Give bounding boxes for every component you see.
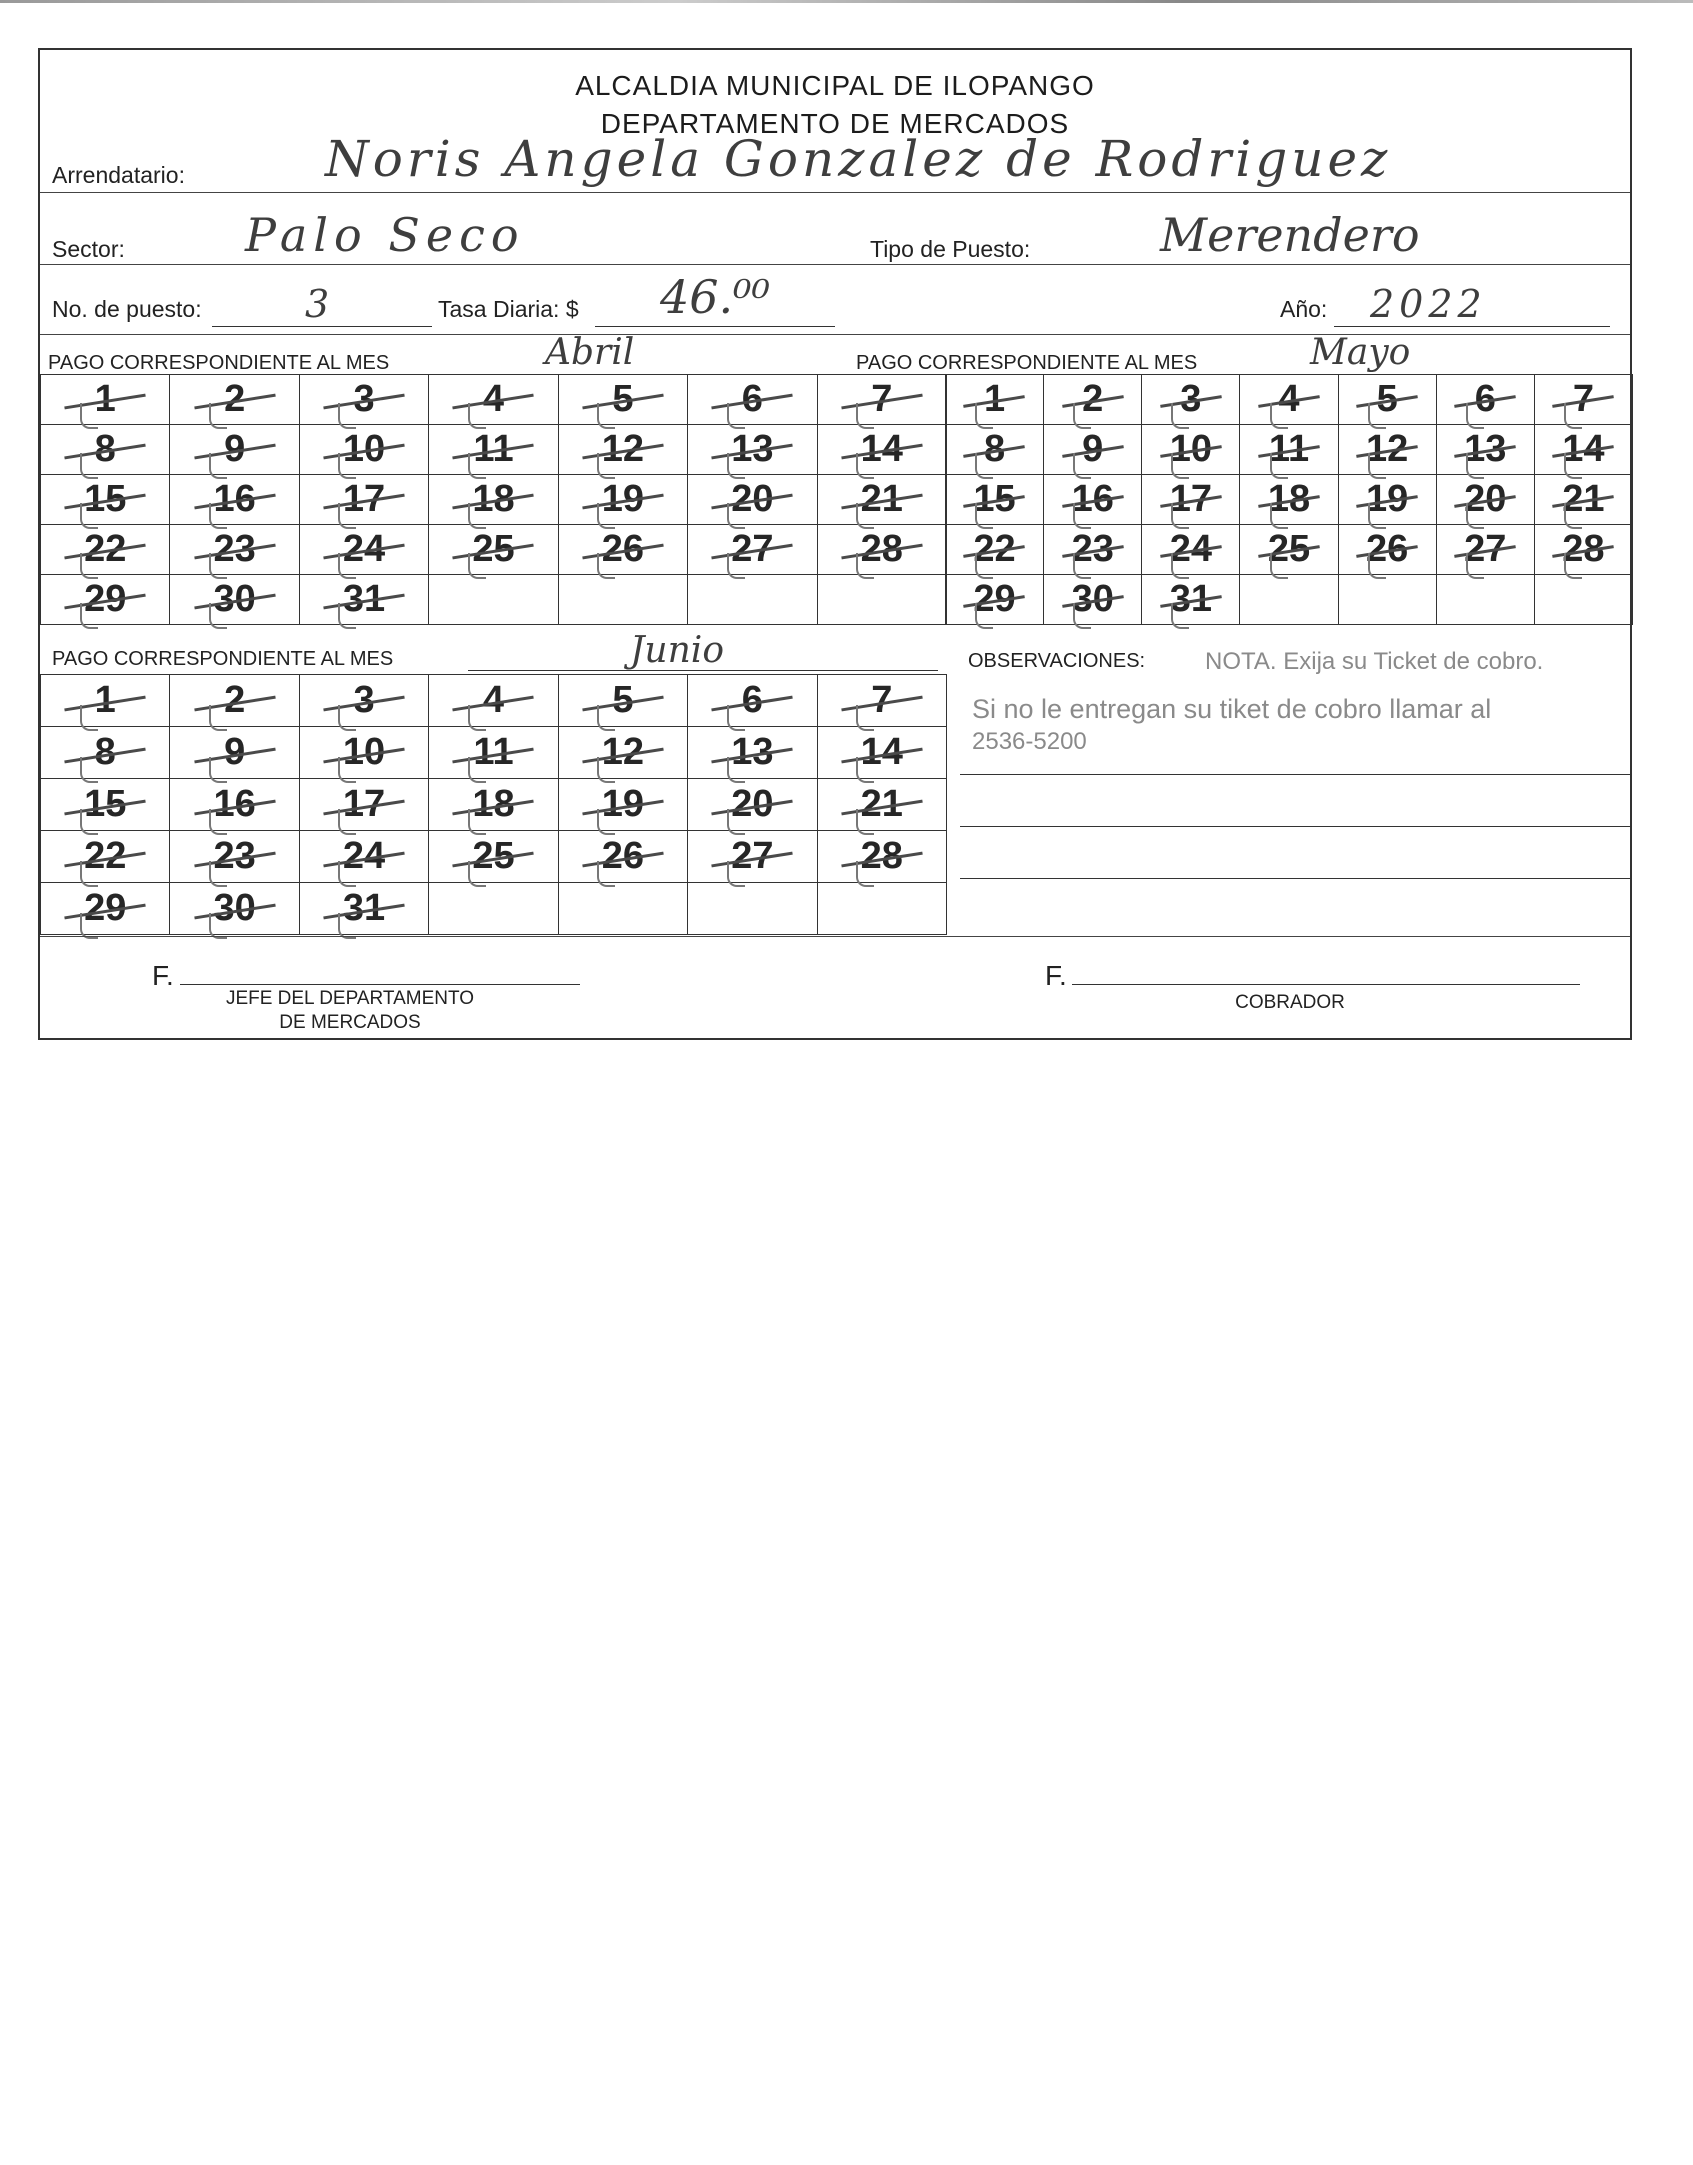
- day-cell: [1437, 375, 1535, 425]
- day-cell: [170, 675, 299, 727]
- puesto-label: No. de puesto:: [52, 296, 202, 322]
- anio-value: 2022: [1370, 282, 1487, 326]
- day-number: 21: [860, 783, 903, 825]
- day-cell: [559, 779, 688, 831]
- day-cell: [1437, 475, 1535, 525]
- day-cell: [818, 727, 947, 779]
- day-cell: [1142, 475, 1240, 525]
- day-cell: [688, 831, 817, 883]
- day-number: 16: [213, 478, 256, 520]
- day-cell: [300, 575, 429, 625]
- day-number: 6: [741, 378, 763, 420]
- day-cell: [429, 425, 558, 475]
- empty-cell: [559, 883, 688, 935]
- day-number: 8: [94, 428, 116, 470]
- day-cell: [170, 575, 299, 625]
- day-number: 10: [1169, 428, 1212, 470]
- day-number: 19: [601, 478, 645, 520]
- day-cell: [818, 675, 947, 727]
- day-cell: [170, 375, 299, 425]
- day-cell: [688, 375, 817, 425]
- day-number: 17: [342, 478, 386, 520]
- day-number: 27: [1464, 528, 1507, 570]
- day-number: 26: [601, 528, 645, 570]
- day-number: 22: [84, 835, 127, 877]
- observaciones-line2: 2536-5200: [972, 728, 1087, 755]
- row-divider: [40, 192, 1630, 193]
- day-number: 7: [871, 378, 893, 420]
- day-number: 10: [342, 731, 386, 773]
- days-grid-junio: [40, 674, 947, 935]
- day-cell: [688, 475, 817, 525]
- day-number: 22: [84, 528, 127, 570]
- arrendatario-value: Noris Angela Gonzalez de Rodriguez: [325, 130, 1392, 188]
- day-number: 7: [871, 679, 893, 721]
- day-cell: [1339, 475, 1437, 525]
- day-number: 28: [1562, 528, 1605, 570]
- day-number: 25: [472, 835, 515, 877]
- day-cell: [946, 425, 1044, 475]
- day-cell: [429, 675, 558, 727]
- paid-check-mark: [1171, 603, 1189, 629]
- day-cell: [170, 883, 299, 935]
- day-cell: [818, 779, 947, 831]
- day-number: 3: [353, 679, 375, 721]
- day-cell: [1535, 525, 1633, 575]
- day-number: 13: [731, 731, 774, 773]
- day-cell: [170, 525, 299, 575]
- day-cell: [429, 831, 558, 883]
- pago-label-abril: PAGO CORRESPONDIENTE AL MES: [48, 352, 390, 374]
- cobrador-label: COBRADOR: [1235, 992, 1345, 1013]
- day-cell: [1142, 425, 1240, 475]
- day-number: 28: [860, 835, 903, 877]
- day-cell: [300, 779, 429, 831]
- day-cell: [41, 575, 170, 625]
- day-number: 27: [731, 835, 774, 877]
- header-department: DEPARTAMENTO DE MERCADOS: [600, 108, 1070, 139]
- day-number: 4: [482, 679, 505, 721]
- day-cell: [170, 727, 299, 779]
- anio-underline: [1334, 326, 1610, 327]
- day-number: 10: [342, 428, 386, 470]
- day-number: 13: [731, 428, 774, 470]
- day-number: 15: [973, 478, 1016, 520]
- day-number: 1: [94, 378, 116, 420]
- day-number: 17: [1169, 478, 1212, 520]
- empty-cell: [1240, 575, 1338, 625]
- signature-line-jefe: [180, 984, 580, 985]
- jefe-label-line1: JEFE DEL DEPARTAMENTO: [225, 988, 475, 1009]
- day-cell: [1535, 425, 1633, 475]
- day-cell: [170, 779, 299, 831]
- day-cell: [559, 475, 688, 525]
- day-cell: [1142, 525, 1240, 575]
- day-number: 8: [94, 731, 116, 773]
- day-number: 16: [213, 783, 256, 825]
- day-number: 2: [224, 378, 246, 420]
- tipo-puesto-value: Merendero: [1160, 208, 1420, 262]
- day-cell: [818, 425, 947, 475]
- empty-cell: [559, 575, 688, 625]
- day-cell: [41, 375, 170, 425]
- day-cell: [170, 831, 299, 883]
- day-number: 13: [1464, 428, 1507, 470]
- day-number: 5: [1376, 378, 1398, 420]
- day-cell: [300, 883, 429, 935]
- day-cell: [559, 375, 688, 425]
- days-grid-mayo: [945, 374, 1633, 625]
- day-number: 12: [601, 428, 645, 470]
- arrendatario-label: Arrendatario:: [52, 162, 185, 188]
- day-number: 20: [1464, 478, 1507, 520]
- paid-check-mark: [975, 603, 993, 629]
- day-cell: [41, 883, 170, 935]
- day-cell: [1240, 375, 1338, 425]
- day-number: 15: [84, 783, 127, 825]
- day-number: 5: [612, 378, 634, 420]
- empty-cell: [688, 575, 817, 625]
- day-number: 26: [1365, 528, 1409, 570]
- paid-check-mark: [1073, 603, 1091, 629]
- day-number: 31: [342, 578, 386, 620]
- day-cell: [1044, 425, 1142, 475]
- day-number: 11: [1268, 428, 1310, 470]
- day-cell: [41, 779, 170, 831]
- sector-value: Palo Seco: [245, 208, 525, 262]
- day-cell: [300, 375, 429, 425]
- anio-label: Año:: [1280, 296, 1328, 322]
- day-cell: [818, 375, 947, 425]
- day-number: 22: [973, 528, 1016, 570]
- day-cell: [1535, 375, 1633, 425]
- day-cell: [1240, 525, 1338, 575]
- day-cell: [1044, 475, 1142, 525]
- day-number: 11: [473, 428, 514, 470]
- day-cell: [170, 425, 299, 475]
- header-municipality: ALCALDIA MUNICIPAL DE ILOPANGO: [575, 70, 1095, 101]
- day-cell: [688, 675, 817, 727]
- observaciones-line: [960, 774, 1630, 775]
- month-abril: Abril: [545, 332, 635, 373]
- day-number: 29: [84, 578, 127, 620]
- day-number: 2: [1082, 378, 1104, 420]
- day-number: 12: [1365, 428, 1409, 470]
- day-cell: [170, 475, 299, 525]
- signature-f-jefe: F.: [152, 960, 174, 991]
- day-cell: [559, 675, 688, 727]
- day-cell: [1437, 525, 1535, 575]
- day-cell: [1044, 375, 1142, 425]
- day-cell: [429, 475, 558, 525]
- puesto-value: 3: [305, 282, 330, 326]
- empty-cell: [1437, 575, 1535, 625]
- observaciones-line1: Si no le entregan su tiket de cobro llamar al: [972, 694, 1492, 724]
- days-grid-abril: [40, 374, 947, 625]
- day-number: 14: [860, 428, 903, 470]
- paid-check-mark: [338, 913, 356, 939]
- day-number: 28: [860, 528, 903, 570]
- paid-check-mark: [80, 603, 98, 629]
- day-cell: [688, 779, 817, 831]
- pago-label-junio: PAGO CORRESPONDIENTE AL MES: [52, 648, 394, 670]
- day-cell: [946, 525, 1044, 575]
- day-number: 25: [1267, 528, 1311, 570]
- empty-cell: [688, 883, 817, 935]
- day-number: 30: [1071, 578, 1114, 620]
- empty-cell: [818, 883, 947, 935]
- paid-check-mark: [80, 913, 98, 939]
- day-number: 3: [353, 378, 375, 420]
- day-cell: [559, 831, 688, 883]
- observaciones-line: [960, 826, 1630, 827]
- row-divider: [40, 264, 1630, 265]
- day-number: 14: [860, 731, 903, 773]
- day-number: 30: [213, 578, 256, 620]
- day-cell: [41, 475, 170, 525]
- nota-text: NOTA. Exija su Ticket de cobro.: [1205, 648, 1544, 675]
- tasa-underline: [595, 326, 835, 327]
- paid-check-mark: [209, 913, 227, 939]
- empty-cell: [1535, 575, 1633, 625]
- day-number: 23: [1071, 528, 1114, 570]
- observaciones-label: OBSERVACIONES:: [968, 650, 1146, 672]
- day-cell: [429, 375, 558, 425]
- row-divider: [40, 936, 1630, 937]
- day-number: 9: [224, 428, 246, 470]
- sector-label: Sector:: [52, 236, 125, 262]
- day-number: 11: [473, 731, 514, 773]
- day-number: 23: [213, 528, 256, 570]
- pago-label-mayo: PAGO CORRESPONDIENTE AL MES: [856, 352, 1198, 374]
- day-number: 20: [731, 783, 774, 825]
- day-number: 2: [224, 679, 246, 721]
- day-cell: [688, 727, 817, 779]
- day-number: 12: [601, 731, 645, 773]
- empty-cell: [1339, 575, 1437, 625]
- day-number: 21: [1562, 478, 1605, 520]
- paid-check-mark: [338, 603, 356, 629]
- day-cell: [41, 525, 170, 575]
- day-number: 1: [94, 679, 116, 721]
- day-cell: [1044, 575, 1142, 625]
- day-cell: [946, 575, 1044, 625]
- day-cell: [1240, 425, 1338, 475]
- day-cell: [946, 475, 1044, 525]
- signature-f-cobrador: F.: [1045, 960, 1067, 991]
- day-number: 18: [1267, 478, 1311, 520]
- day-cell: [429, 525, 558, 575]
- day-cell: [1339, 375, 1437, 425]
- day-number: 8: [984, 428, 1006, 470]
- paid-check-mark: [209, 603, 227, 629]
- day-cell: [429, 727, 558, 779]
- day-cell: [1142, 575, 1240, 625]
- day-cell: [1240, 475, 1338, 525]
- day-number: 19: [601, 783, 645, 825]
- day-cell: [818, 525, 947, 575]
- day-cell: [41, 831, 170, 883]
- day-cell: [300, 425, 429, 475]
- empty-cell: [818, 575, 947, 625]
- month-junio: Junio: [630, 630, 724, 671]
- day-number: 4: [1278, 378, 1300, 420]
- day-number: 31: [1169, 578, 1212, 620]
- day-number: 15: [84, 478, 127, 520]
- day-cell: [41, 727, 170, 779]
- day-cell: [429, 779, 558, 831]
- signature-line-cobrador: [1072, 984, 1580, 985]
- day-number: 17: [342, 783, 386, 825]
- day-number: 21: [860, 478, 903, 520]
- day-cell: [1339, 525, 1437, 575]
- day-cell: [41, 675, 170, 727]
- day-cell: [1142, 375, 1240, 425]
- day-number: 25: [472, 528, 515, 570]
- day-cell: [1339, 425, 1437, 475]
- day-number: 4: [482, 378, 505, 420]
- observaciones-line: [960, 878, 1630, 879]
- day-number: 24: [1169, 528, 1212, 570]
- day-cell: [688, 525, 817, 575]
- month-mayo: Mayo: [1310, 332, 1411, 373]
- day-number: 3: [1180, 378, 1202, 420]
- day-number: 27: [731, 528, 774, 570]
- day-cell: [818, 475, 947, 525]
- day-cell: [300, 525, 429, 575]
- day-number: 24: [342, 835, 386, 877]
- day-cell: [559, 525, 688, 575]
- puesto-underline: [212, 326, 432, 327]
- day-cell: [41, 425, 170, 475]
- day-number: 30: [213, 887, 256, 929]
- day-number: 18: [472, 478, 515, 520]
- day-cell: [300, 675, 429, 727]
- day-number: 29: [84, 887, 127, 929]
- jefe-label-line2: DE MERCADOS: [279, 1012, 421, 1033]
- day-cell: [559, 727, 688, 779]
- day-number: 14: [1562, 428, 1605, 470]
- day-cell: [559, 425, 688, 475]
- day-number: 18: [472, 783, 515, 825]
- day-number: 23: [213, 835, 256, 877]
- empty-cell: [429, 575, 558, 625]
- tasa-label: Tasa Diaria: $: [438, 296, 579, 322]
- day-cell: [300, 727, 429, 779]
- day-number: 26: [601, 835, 645, 877]
- tasa-value: 46.⁰⁰: [660, 270, 771, 324]
- day-number: 31: [342, 887, 386, 929]
- day-number: 19: [1365, 478, 1409, 520]
- day-number: 5: [612, 679, 634, 721]
- day-number: 29: [973, 578, 1016, 620]
- scan-edge: [0, 0, 1693, 3]
- day-cell: [300, 475, 429, 525]
- day-number: 9: [1082, 428, 1104, 470]
- day-cell: [1044, 525, 1142, 575]
- day-number: 6: [1474, 378, 1496, 420]
- day-cell: [688, 425, 817, 475]
- payment-card: [38, 48, 1632, 1040]
- day-number: 16: [1071, 478, 1114, 520]
- day-number: 7: [1572, 378, 1594, 420]
- empty-cell: [429, 883, 558, 935]
- day-number: 1: [984, 378, 1006, 420]
- day-cell: [300, 831, 429, 883]
- day-cell: [1535, 475, 1633, 525]
- day-number: 9: [224, 731, 246, 773]
- tipo-puesto-label: Tipo de Puesto:: [870, 236, 1031, 262]
- day-cell: [946, 375, 1044, 425]
- day-number: 6: [741, 679, 763, 721]
- day-cell: [1437, 425, 1535, 475]
- day-cell: [818, 831, 947, 883]
- day-number: 24: [342, 528, 386, 570]
- day-number: 20: [731, 478, 774, 520]
